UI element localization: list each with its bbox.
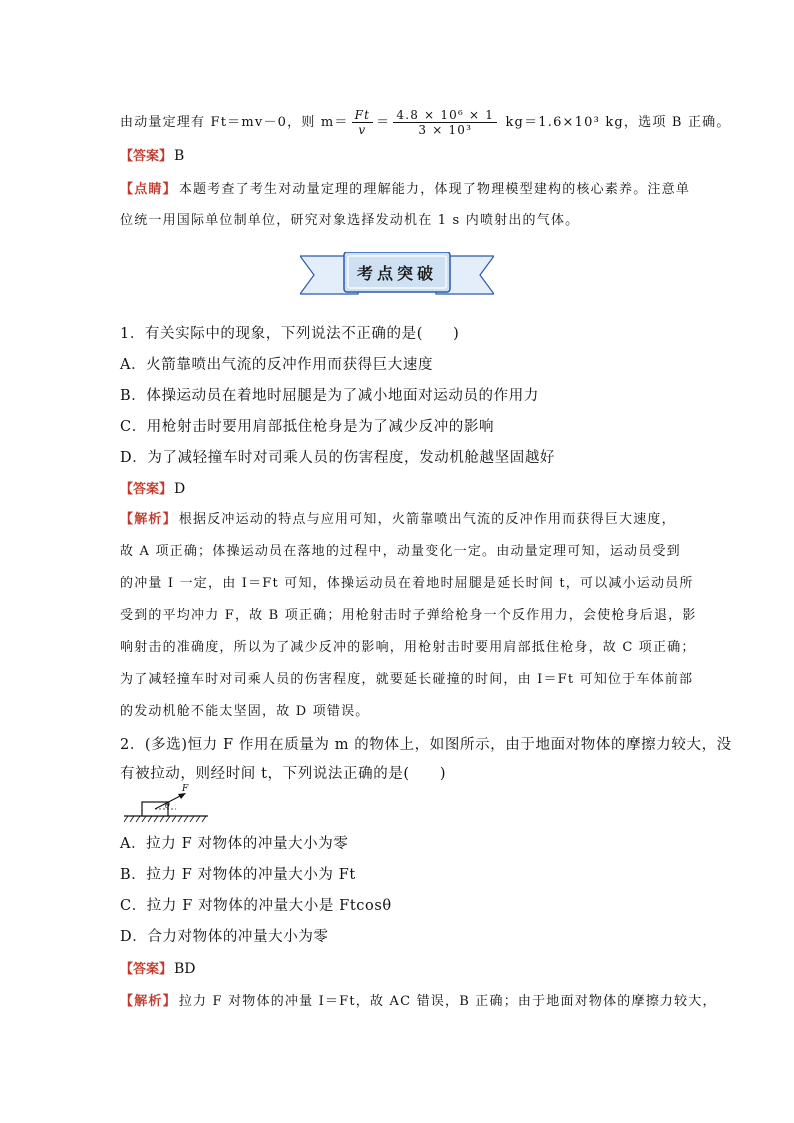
q1-analysis-line-3: 的冲量 I 一定，由 I＝Ft 可知，体操运动员在着地时屈腿是延长时间 t，可以减小运动员所 bbox=[120, 576, 694, 591]
derivation-text-b: kg＝1.6×10³ kg，选项 B 正确。 bbox=[500, 115, 731, 130]
answer-tag: 【答案】 bbox=[120, 149, 173, 164]
q1-option-b: B．体操运动员在着地时屈腿是为了减小地面对运动员的作用力 bbox=[120, 388, 539, 404]
q1-analysis-line-5: 响射击的准确度，所以为了减少反冲的影响，用枪射击时要用肩部抵住枪身，故 C 项正确； bbox=[120, 640, 696, 655]
q1-analysis-line-4: 受到的平均冲力 F，故 B 项正确；用枪射击时子弹给枪身一个反作用力，会使枪身后退，影 bbox=[120, 608, 697, 623]
q2-answer-value: BD bbox=[174, 961, 196, 977]
section-banner bbox=[300, 252, 494, 298]
q1-answer-tag: 【答案】 bbox=[120, 482, 173, 497]
equals-sign: ＝ bbox=[376, 115, 391, 130]
force-label: F bbox=[182, 784, 189, 794]
q1-stem: 1．有关实际中的现象，下列说法不正确的是( ) bbox=[120, 326, 460, 342]
q1-answer-line bbox=[120, 478, 185, 497]
q2-option-b: B．拉力 F 对物体的冲量大小为 Ft bbox=[120, 867, 356, 883]
comment-line-1: 【点睛】 本题考查了考生对动量定理的理解能力，体现了物理模型建构的核心素养。注意单 bbox=[120, 182, 691, 197]
q2-stem-line-2: 有被拉动，则经时间 t，下列说法正确的是( ) bbox=[120, 766, 447, 782]
q2-analysis-line-1: 【解析】 拉力 F 对物体的冲量 I＝Ft，故 AC 错误，B 正确；由于地面对物体的摩擦力较大， bbox=[120, 994, 717, 1009]
q1-analysis-tag: 【解析】 bbox=[120, 512, 177, 527]
fraction-values: $\frac{\text{4.8 × 10⁶ × 1}}{\text{3 × 10³}}$ bbox=[393, 108, 497, 137]
ground-hatching bbox=[124, 816, 206, 822]
q2-answer-tag: 【答案】 bbox=[120, 962, 173, 977]
q2-option-c: C．拉力 F 对物体的冲量大小是 Ftcosθ bbox=[120, 898, 392, 914]
answer-value: B bbox=[174, 148, 185, 164]
q1-analysis-line-2: 故 A 项正确；体操运动员在落地的过程中，动量变化一定。由动量定理可知，运动员受到 bbox=[120, 544, 681, 559]
comment-tag: 【点睛】 bbox=[120, 182, 177, 197]
angle-label: θ bbox=[165, 801, 170, 810]
q1-analysis-line-6: 为了减轻撞车时对司乘人员的伤害程度，就要延长碰撞的时间，由 I＝Ft 可知位于车体前部 bbox=[120, 672, 694, 687]
banner-title: 考点突破 bbox=[356, 264, 438, 283]
q1-analysis-line-1: 【解析】 根据反冲运动的特点与应用可知，火箭靠喷出气流的反冲作用而获得巨大速度， bbox=[120, 512, 676, 527]
comment-line-2: 位统一用国际单位制单位，研究对象选择发动机在 1 s 内喷射出的气体。 bbox=[120, 213, 580, 228]
q2-option-a: A．拉力 F 对物体的冲量大小为零 bbox=[120, 836, 349, 852]
q1-option-a: A．火箭靠喷出气流的反冲作用而获得巨大速度 bbox=[120, 357, 434, 373]
force-diagram bbox=[120, 782, 212, 824]
q2-analysis-tag: 【解析】 bbox=[120, 994, 177, 1009]
q2-stem-line-1: 2．(多选)恒力 F 作用在质量为 m 的物体上，如图所示，由于地面对物体的摩擦力较大，没 bbox=[120, 737, 732, 753]
q1-option-d: D．为了减轻撞车时对司乘人员的伤害程度，发动机舱越坚固越好 bbox=[120, 450, 556, 466]
q2-option-d: D．合力对物体的冲量大小为零 bbox=[120, 929, 329, 945]
answer-line-1 bbox=[120, 145, 184, 164]
q2-answer-line bbox=[120, 958, 196, 977]
q1-answer-value: D bbox=[174, 481, 186, 497]
derivation-line bbox=[120, 108, 731, 137]
derivation-text-a: 由动量定理有 Ft＝mv－0，则 m＝ bbox=[120, 115, 349, 130]
q1-option-c: C．用枪射击时要用肩部抵住枪身是为了减少反冲的影响 bbox=[120, 419, 495, 435]
q1-analysis-line-7: 的发动机舱不能太坚固，故 D 项错误。 bbox=[120, 704, 370, 719]
fraction-ft-v: $\frac{Ft}{v}$ bbox=[352, 108, 374, 137]
